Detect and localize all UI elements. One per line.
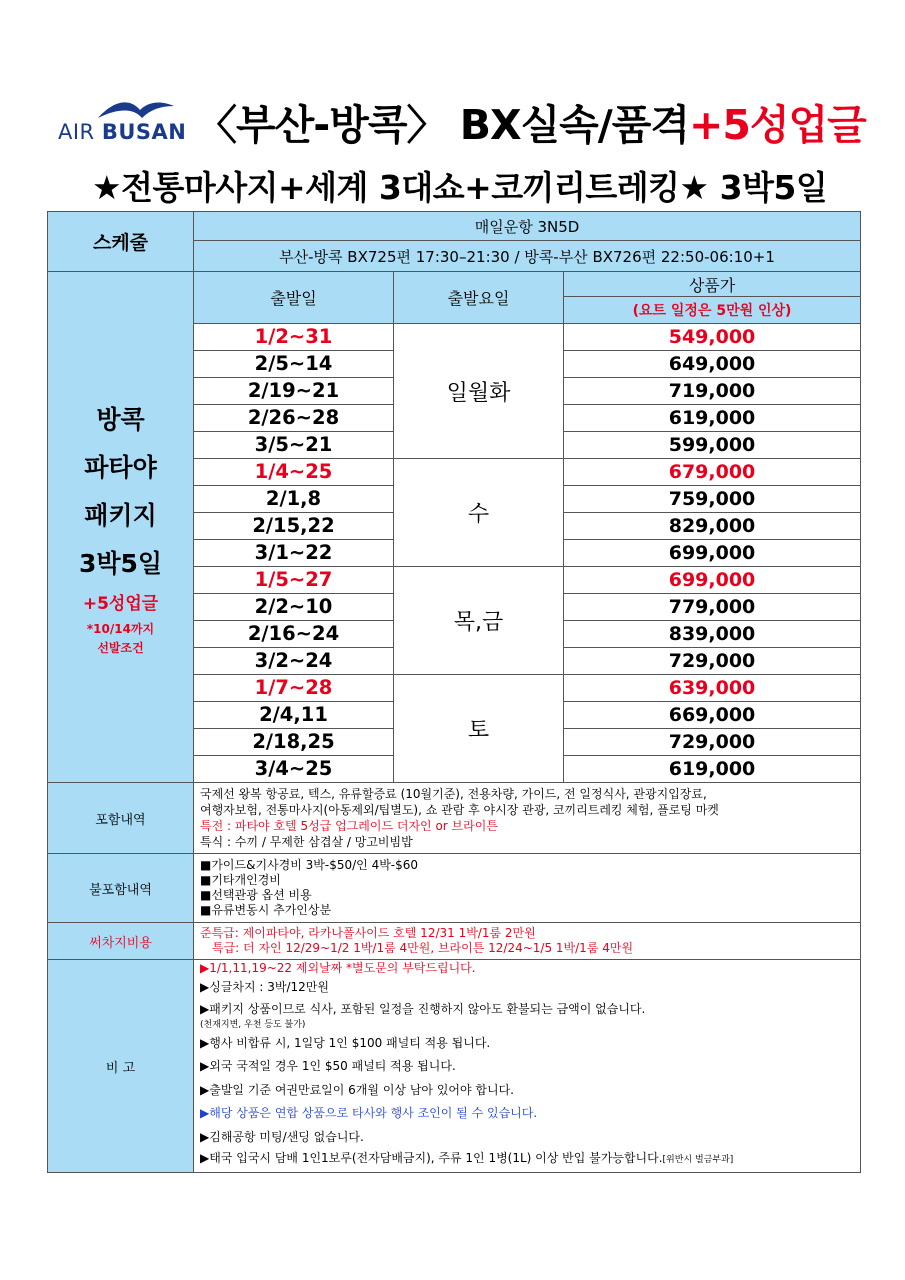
row-date: 1/7~28 [194, 675, 394, 702]
excluded-line: ■기타개인경비 [200, 873, 281, 887]
row-price: 619,000 [564, 756, 861, 783]
price-note: (요트 일정은 5만원 인상) [564, 297, 861, 324]
row-date: 2/15,22 [194, 513, 394, 540]
page-title [196, 92, 866, 151]
included-label: 포함내역 [48, 783, 194, 854]
row-price: 719,000 [564, 378, 861, 405]
surcharge-label: 써차지비용 [48, 923, 194, 960]
row-date: 2/19~21 [194, 378, 394, 405]
row-price: 699,000 [564, 567, 861, 594]
package-line-3: 패키지 [84, 501, 157, 530]
title-main: 〈부산-방콕〉 BX실속/품격 [196, 101, 689, 149]
row-price: 729,000 [564, 729, 861, 756]
day-group-1: 일월화 [394, 324, 564, 459]
row-price: 599,000 [564, 432, 861, 459]
row-price: 649,000 [564, 351, 861, 378]
logo-text-light: AIR [58, 120, 102, 144]
row-price: 779,000 [564, 594, 861, 621]
excluded-line: ■가이드&기사경비 3박-$50/인 4박-$60 [200, 858, 419, 872]
excluded-content [194, 854, 861, 923]
row-price: 619,000 [564, 405, 861, 432]
remark-line: ▶태국 입국시 담배 1인1보루(전자담배금지), 주류 1인 1병(1L) 이상 반입 불가능합니다. [200, 1151, 663, 1165]
col-header-day: 출발요일 [394, 272, 564, 324]
title-accent: +5성업글 [688, 101, 866, 149]
row-date: 2/18,25 [194, 729, 394, 756]
included-benefit: 특전 : 파타야 호텔 5성급 업그레이드 더자인 or 브라이튼 [200, 819, 498, 833]
included-line: 국제선 왕복 항공료, 텍스, 유류할증료 (10월기준), 전용차량, 가이드, 전 일정식사, 관광지입장료, [200, 787, 707, 801]
schedule-label: 스케줄 [48, 212, 194, 272]
daily-operation: 매일운항 3N5D [194, 212, 861, 241]
remark-line: ▶출발일 기준 여권만료일이 6개월 이상 남아 있어야 합니다. [200, 1082, 514, 1097]
package-upgrade: +5성업글 [82, 594, 159, 614]
remarks-content [194, 960, 861, 1173]
row-date: 3/5~21 [194, 432, 394, 459]
row-date: 2/26~28 [194, 405, 394, 432]
row-date: 1/5~27 [194, 567, 394, 594]
row-price: 839,000 [564, 621, 861, 648]
row-date: 2/5~14 [194, 351, 394, 378]
surcharge-content [194, 923, 861, 960]
row-date: 3/4~25 [194, 756, 394, 783]
package-line-2: 파타야 [84, 453, 157, 482]
included-meals: 특식 : 수끼 / 무제한 삼겹살 / 망고비빔밥 [200, 835, 413, 849]
itinerary-table [47, 211, 861, 1173]
remark-fine-note: [위반시 벌금부과] [662, 1155, 734, 1165]
excluded-line: ■유류변동시 추가인상분 [200, 903, 332, 917]
excluded-label: 불포함내역 [48, 854, 194, 923]
logo-text [58, 120, 186, 144]
remark-line: ▶1/1,11,19~22 제외날짜 *별도문의 부탁드립니다. [200, 961, 476, 975]
excluded-line: ■선택관광 옵션 비용 [200, 888, 312, 902]
row-price: 669,000 [564, 702, 861, 729]
remark-line: ▶외국 국적일 경우 1인 $50 패널티 적용 됩니다. [200, 1059, 456, 1073]
row-date: 3/2~24 [194, 648, 394, 675]
row-price: 729,000 [564, 648, 861, 675]
row-date: 2/1,8 [194, 486, 394, 513]
package-line-1: 방콕 [96, 405, 145, 434]
row-price: 759,000 [564, 486, 861, 513]
day-group-3: 목,금 [394, 567, 564, 675]
row-date: 2/16~24 [194, 621, 394, 648]
remark-line: ▶김해공항 미팅/샌딩 없습니다. [200, 1129, 364, 1144]
row-date: 2/2~10 [194, 594, 394, 621]
air-busan-logo [58, 96, 187, 148]
col-header-price: 상품가 [564, 272, 861, 297]
row-price: 679,000 [564, 459, 861, 486]
row-date: 3/1~22 [194, 540, 394, 567]
row-date: 1/2~31 [194, 324, 394, 351]
package-note-2: 선발조건 [97, 641, 144, 655]
surcharge-line: 준특급: 제이파타야, 라카나폴사이드 호텔 12/31 1박/1룸 2만원 [200, 926, 536, 940]
package-cell [48, 272, 194, 783]
remark-line: ▶싱글차지 : 3박/12만원 [200, 980, 329, 994]
row-date: 1/4~25 [194, 459, 394, 486]
included-content [194, 783, 861, 854]
package-note-1: *10/14까지 [86, 622, 155, 636]
package-line-4: 3박5일 [78, 549, 163, 578]
remark-line: ▶해당 상품은 연합 상품으로 타사와 행사 조인이 될 수 있습니다. [200, 1106, 538, 1120]
row-price: 549,000 [564, 324, 861, 351]
seagull-logo-icon [96, 96, 176, 122]
remarks-label: 비 고 [48, 960, 194, 1173]
row-price: 829,000 [564, 513, 861, 540]
col-header-date: 출발일 [194, 272, 394, 324]
surcharge-line: 특급: 더 자인 12/29~1/2 1박/1룸 4만원, 브라이튼 12/24~1/5 1박/1룸 4만원 [212, 941, 634, 955]
included-line: 여행자보험, 전통마사지(아동제외/팁별도), 쇼 관람 후 야시장 관광, 코끼리트레킹 체험, 플로팅 마켓 [200, 803, 719, 817]
flight-schedule: 부산-방콕 BX725편 17:30–21:30 / 방콕-부산 BX726편 22:50-06:10+1 [194, 241, 861, 272]
remark-line: ▶패키지 상품이므로 식사, 포함된 일정을 진행하지 않아도 환불되는 금액이 없습니다. [200, 1001, 646, 1016]
remark-line: ▶행사 비합류 시, 1일당 1인 $100 패널티 적용 됩니다. [200, 1035, 491, 1050]
page-subtitle: ★전통마사지+세계 3대쇼+코끼리트레킹★ 3박5일 [92, 168, 828, 207]
logo-text-bold: BUSAN [101, 120, 187, 144]
day-group-2: 수 [394, 459, 564, 567]
row-date: 2/4,11 [194, 702, 394, 729]
day-group-4: 토 [394, 675, 564, 783]
row-price: 639,000 [564, 675, 861, 702]
row-price: 699,000 [564, 540, 861, 567]
remark-subnote: (천재지변, 우천 등도 불가) [200, 1019, 306, 1030]
